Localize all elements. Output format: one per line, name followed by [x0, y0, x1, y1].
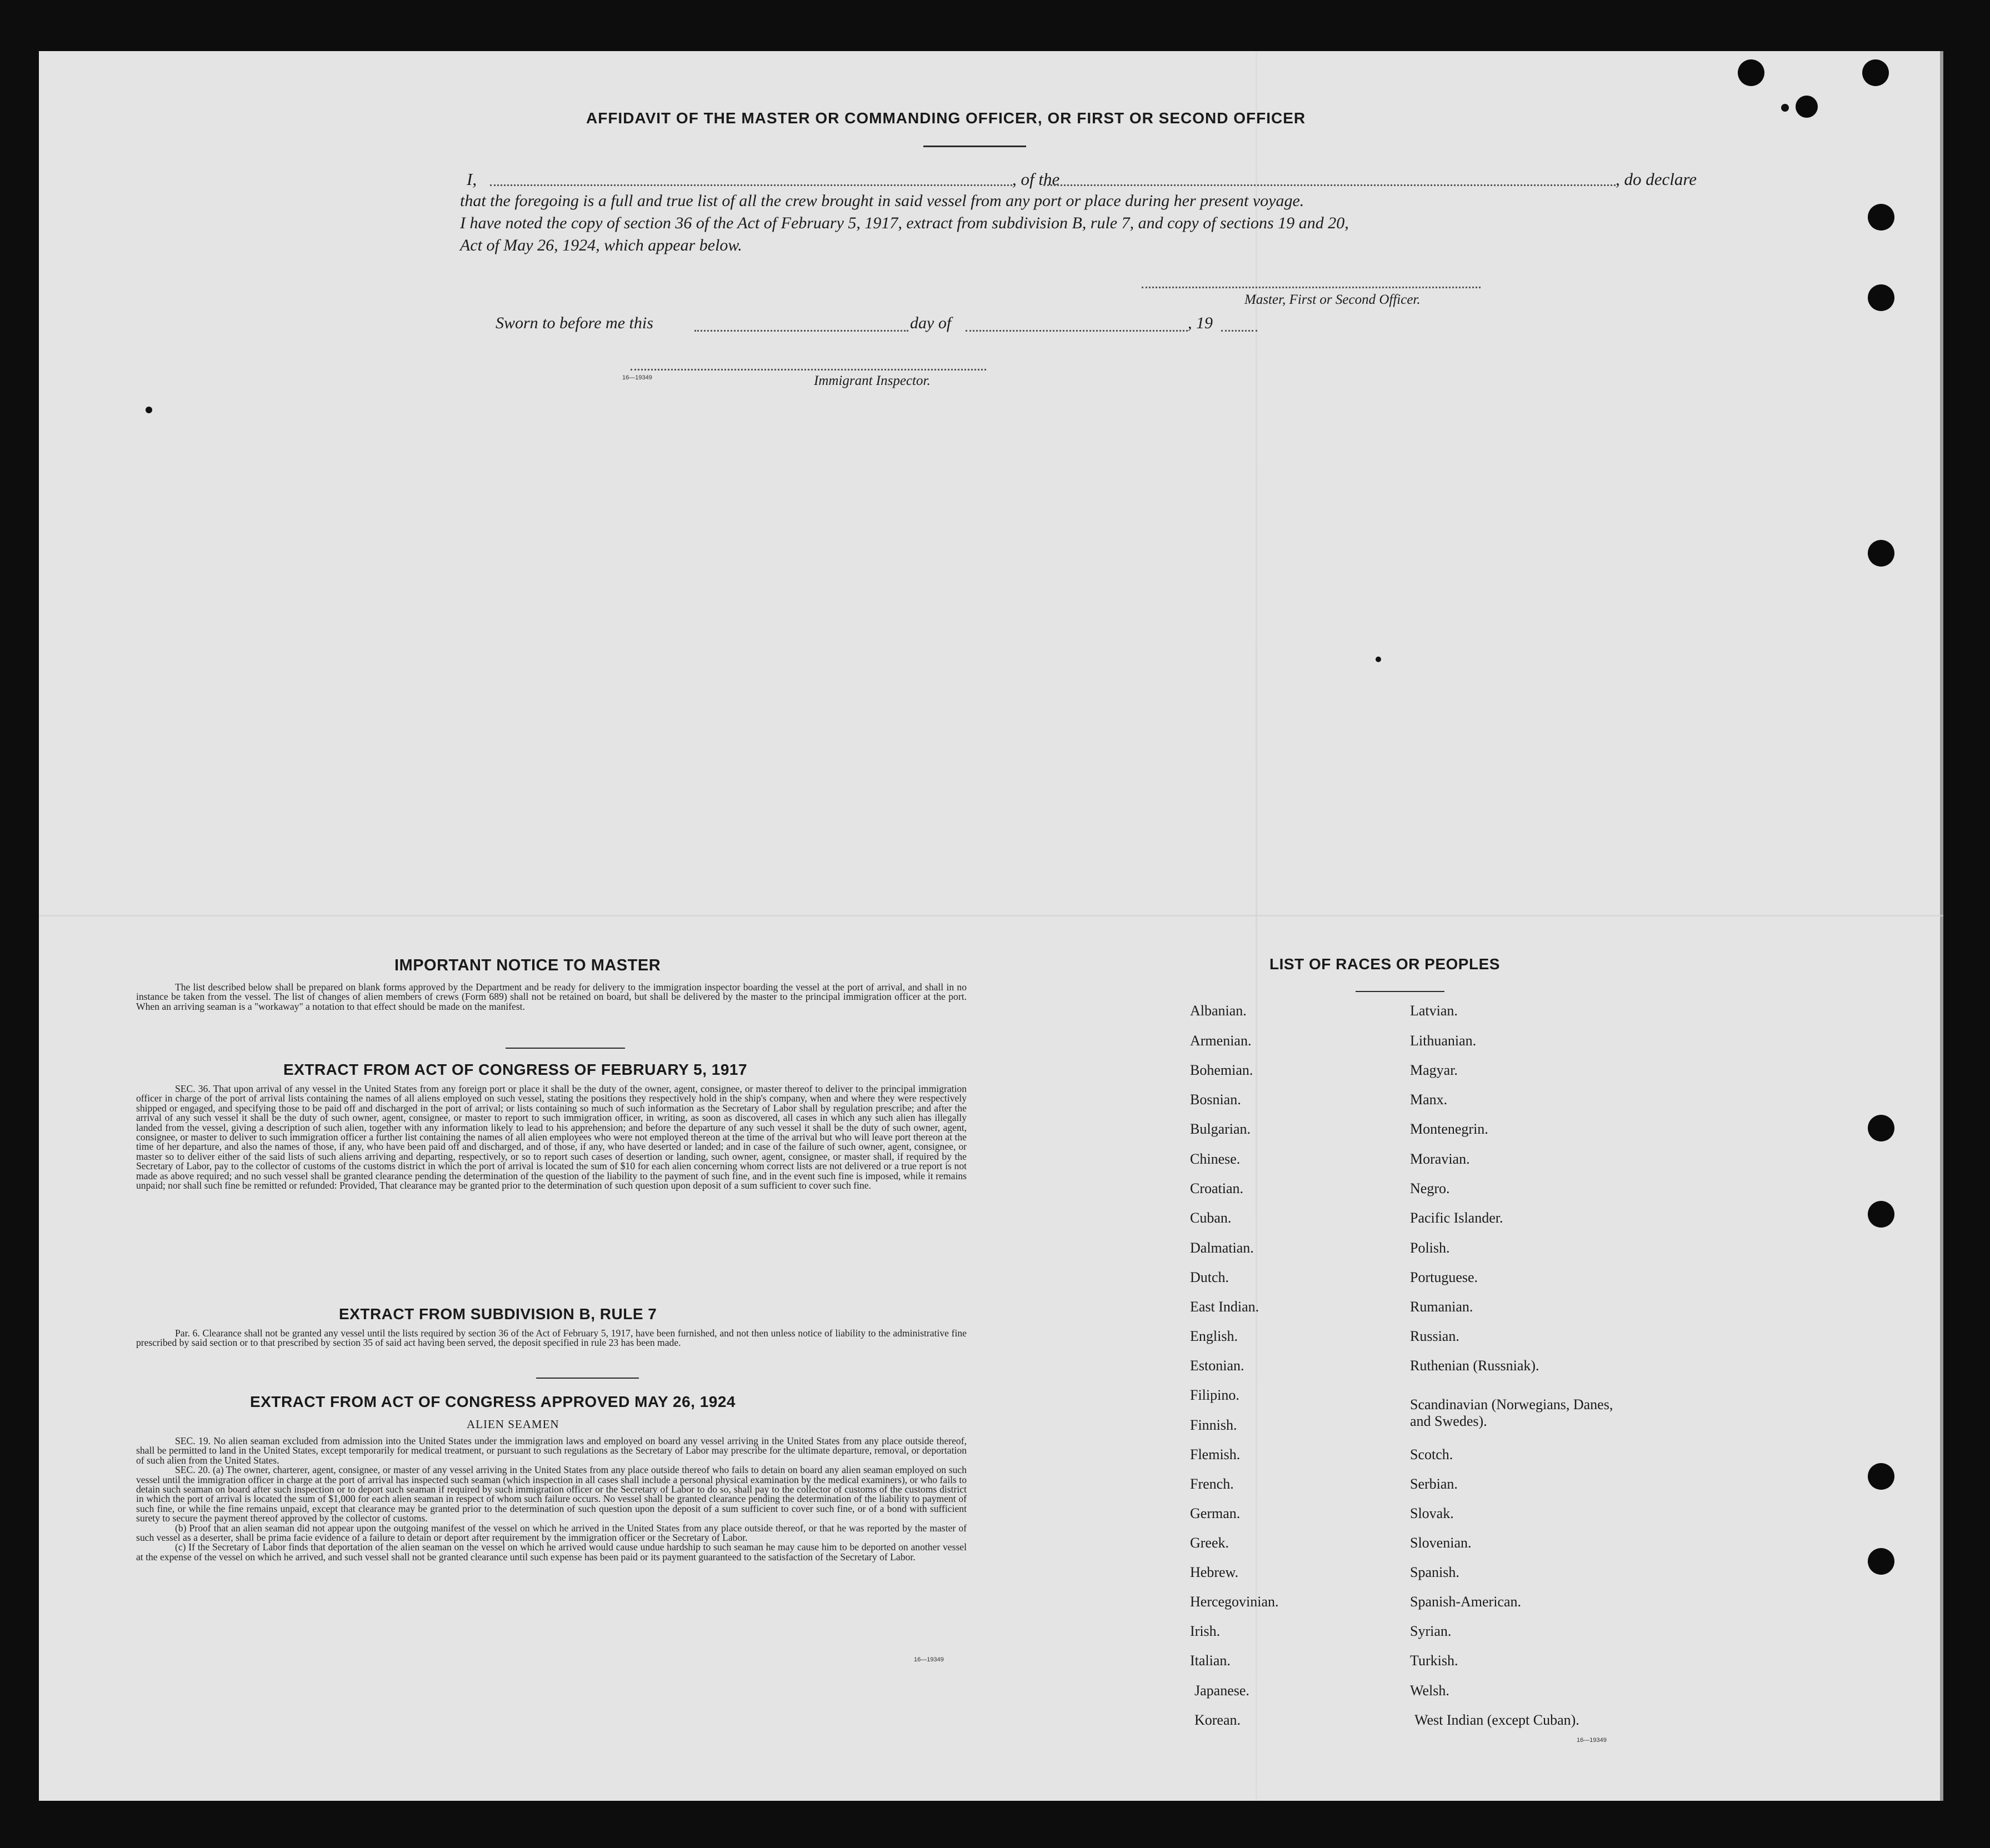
punch-hole [1868, 1115, 1894, 1141]
sworn-day-field[interactable] [694, 330, 908, 332]
fold-crease-horizontal [39, 915, 1943, 917]
par-6-paragraph: Par. 6. Clearance shall not be granted any vessel until the lists required by section 36 of the Act of February 5, 1917, have been furnished, and not then unless notice of liability to the administrative fine prescribed by said section or to that prescribed by section 35 of said act having been served, the deposit specified in rule 23 has been made. [136, 1328, 967, 1349]
notice-title: IMPORTANT NOTICE TO MASTER [394, 956, 661, 974]
race-item: Rumanian. [1410, 1299, 1473, 1315]
race-item: Albanian. [1190, 1003, 1247, 1019]
race-item: Pacific Islander. [1410, 1210, 1503, 1226]
ink-speck [1376, 657, 1381, 662]
extract-1924-title: EXTRACT FROM ACT OF CONGRESS APPROVED MAY 26, 1924 [250, 1393, 736, 1410]
race-item: Croatian. [1190, 1180, 1244, 1196]
affidavit-i-label: I, [467, 169, 477, 189]
race-item: Lithuanian. [1410, 1033, 1477, 1049]
race-item: Finnish. [1190, 1417, 1237, 1433]
affidavit-do-declare-label: , do declare [1616, 169, 1697, 189]
punch-hole [1796, 96, 1818, 118]
race-item: Latvian. [1410, 1003, 1458, 1019]
race-item: Bosnian. [1190, 1091, 1241, 1108]
punch-hole [1868, 204, 1894, 231]
sec-36-paragraph: SEC. 36. That upon arrival of any vessel in the United States from any foreign port or place it shall be the duty of the owner, agent, consignee, or master thereof to deliver to the principal immigration officer in charge of the port of arrival lists containing the names of all aliens employed on such vessel, stating the positions they respectively hold in the ship's company, when and where they were respectively shipped or engaged, and specifying those to be paid off and discharged in the port of arrival; or lists containing so much of such information as the Secretary of Labor shall by regulation prescribe; and after the arrival of any such vessel it shall be the duty of such owner, agent, consignee, or master to report to such immigration officer, in writing, as soon as discovered, all cases in which any such alien has illegally landed from the vessel, giving a description of such alien, together with any information likely to lead to his apprehension; and before the departure of any such vessel it shall be the duty of such owner, agent, consignee, or master to deliver to such immigration officer a further list containing the names of all alien employees who were not employed thereon at the time of the arrival but who will leave port thereon at the time of her departure, and also the names of those, if any, who have been paid off and discharged, and of those, if any, who have deserted or landed; and in case of the failure of such owner, agent, consignee, or master so to deliver either of the said lists of such aliens arriving and departing, respectively, or so to report such cases of desertion or landing, such owner, agent, consignee, or master shall, if required by the Secretary of Labor, pay to the collector of customs of the customs district in which the port of arrival is located the sum of $10 for each alien concerning whom correct lists are not delivered or a true report is not made as above required; and no such vessel shall be granted clearance pending the determination of the question of the liability to the payment of such fine, and in the event such fine is imposed, while it remains unpaid; nor shall such fine be remitted or refunded: Provided, That clearance may be granted prior to the determination of such question upon deposit of a sum sufficient to cover such fine. [136, 1083, 967, 1191]
inspector-label: Immigrant Inspector. [814, 373, 931, 388]
form-number: 16—19349 [914, 1656, 944, 1663]
race-item: Manx. [1410, 1091, 1448, 1108]
punch-hole [1868, 1548, 1894, 1575]
sec-20b-paragraph: (b) Proof that an alien seaman did not appear upon the outgoing manifest of the vessel on which he arrived in the United States from any place outside thereof, or that he was reported by the master of such vessel as a deserter, shall be prima facie evidence of a failure to detain or deport after requirement by the immigration officer or the Secretary of Labor. [136, 1522, 967, 1544]
race-item: Syrian. [1410, 1623, 1452, 1639]
sworn-label: Sworn to before me this [496, 314, 653, 332]
affidavit-title: AFFIDAVIT OF THE MASTER OR COMMANDING OFFICER, OR FIRST OR SECOND OFFICER [586, 109, 1306, 127]
race-item: Russian. [1410, 1328, 1459, 1344]
ink-speck [146, 407, 152, 413]
race-item: Scandinavian (Norwegians, Danes, and Swedes). [1410, 1396, 1613, 1429]
race-item: Japanese. [1194, 1682, 1249, 1699]
race-item: English. [1190, 1328, 1238, 1344]
extract-1917-text [136, 1084, 967, 1190]
form-number: 16—19349 [622, 374, 652, 381]
race-item: German. [1190, 1505, 1241, 1521]
race-item: Spanish-American. [1410, 1594, 1522, 1610]
race-item: Chinese. [1190, 1151, 1241, 1167]
sec-19-paragraph: SEC. 19. No alien seaman excluded from admission into the United States under the immigration laws and employed on board any vessel arriving in the United States from any place outside thereof, shall be permitted to land in the United States, except temporarily for medical treatment, or pursuant to such regulations as the Secretary of Labor may prescribe for the ultimate departure, removal, or deportation of such alien from the United States. [136, 1435, 967, 1466]
form-number: 16—19349 [1577, 1737, 1607, 1744]
extract-1917-title: EXTRACT FROM ACT OF CONGRESS OF FEBRUARY 5, 1917 [283, 1061, 748, 1078]
race-item: Slovak. [1410, 1505, 1454, 1521]
punch-hole [1868, 540, 1894, 567]
extract-rule-7-text [136, 1329, 967, 1348]
divider [536, 1378, 639, 1379]
vessel-name-field[interactable] [1043, 184, 1616, 186]
race-item: Korean. [1194, 1712, 1241, 1728]
extract-1924-text [136, 1436, 967, 1562]
race-item: Montenegrin. [1410, 1121, 1488, 1137]
races-title: LIST OF RACES OR PEOPLES [1269, 955, 1500, 973]
race-item: Spanish. [1410, 1564, 1459, 1580]
race-item: Irish. [1190, 1623, 1221, 1639]
fold-crease-vertical [1256, 51, 1257, 1801]
officer-signature-field[interactable] [1142, 287, 1481, 288]
affidavit-text-line-3: I have noted the copy of section 36 of the Act of February 5, 1917, extract from subdivision B, rule 7, and copy of sections 19 and 20, [460, 214, 1349, 232]
notice-text [136, 983, 967, 1011]
officer-signature-label: Master, First or Second Officer. [1244, 292, 1421, 307]
race-item: Italian. [1190, 1652, 1231, 1669]
punch-hole [1868, 1201, 1894, 1228]
race-item: Greek. [1190, 1535, 1229, 1551]
race-item: East Indian. [1190, 1299, 1259, 1315]
form-sheet [39, 51, 1943, 1801]
divider [1356, 991, 1444, 992]
sec-20c-paragraph: (c) If the Secretary of Labor finds that deportation of the alien seaman on the vessel on which he arrived would cause undue hardship to such seaman he may cause him to be deported on another vessel at the expense of the vessel on which he arrived, and such vessel shall not be granted clearance until such expense has been paid or its payment guaranteed to the satisfaction of the Secretary of Labor. [136, 1541, 967, 1562]
race-item: Turkish. [1410, 1652, 1458, 1669]
ink-speck [1781, 104, 1789, 112]
race-item: French. [1190, 1476, 1234, 1492]
race-item: Hebrew. [1190, 1564, 1239, 1580]
race-item: Bulgarian. [1190, 1121, 1251, 1137]
day-of-label: day of [910, 314, 952, 332]
alien-seamen-subtitle: ALIEN SEAMEN [467, 1418, 559, 1431]
affiant-name-field[interactable] [490, 184, 1012, 186]
race-item: Serbian. [1410, 1476, 1458, 1492]
race-item: Scotch. [1410, 1446, 1453, 1463]
race-item: Bohemian. [1190, 1062, 1253, 1078]
punch-hole [1738, 59, 1764, 86]
race-item: Ruthenian (Russniak). [1410, 1358, 1539, 1374]
race-item: Flemish. [1190, 1446, 1241, 1463]
punch-hole [1862, 59, 1889, 86]
race-item: Hercegovinian. [1190, 1594, 1279, 1610]
race-item: West Indian (except Cuban). [1414, 1712, 1579, 1728]
punch-hole [1868, 1463, 1894, 1490]
race-item: Armenian. [1190, 1033, 1252, 1049]
race-item: Polish. [1410, 1240, 1450, 1256]
notice-paragraph: The list described below shall be prepared on blank forms approved by the Department and be ready for delivery to the immigration inspector boarding the vessel at the port of arrival, and shall in no instance be taken from the vessel. The list of changes of alien members of crews (Form 689) shall not be retained on board, but shall be delivered by the master to the principal immigration officer at the port. When an arriving seaman is a "workaway" a notation to that effect should be made on the manifest. [136, 981, 967, 1012]
race-item: Dalmatian. [1190, 1240, 1254, 1256]
race-item: Welsh. [1410, 1682, 1449, 1699]
race-item: Cuban. [1190, 1210, 1232, 1226]
year-label: , 19 [1188, 314, 1213, 332]
affidavit-text-line-4: Act of May 26, 1924, which appear below. [460, 236, 742, 254]
race-item: Dutch. [1190, 1269, 1229, 1285]
race-item: Estonian. [1190, 1358, 1244, 1374]
divider [506, 1048, 625, 1049]
race-item: Magyar. [1410, 1062, 1458, 1078]
inspector-signature-field[interactable] [631, 369, 986, 370]
sworn-month-field[interactable] [966, 330, 1188, 332]
race-item: Moravian. [1410, 1151, 1470, 1167]
race-item: Negro. [1410, 1180, 1450, 1196]
race-item: Filipino. [1190, 1387, 1239, 1403]
affidavit-text-line-2: that the foregoing is a full and true list of all the crew brought in said vessel from any port or place during her present voyage. [460, 192, 1304, 210]
race-item: Slovenian. [1410, 1535, 1472, 1551]
affidavit-of-the-label: , of the [1012, 169, 1060, 189]
extract-rule-7-title: EXTRACT FROM SUBDIVISION B, RULE 7 [339, 1305, 657, 1323]
sec-20a-paragraph: SEC. 20. (a) The owner, charterer, agent, consignee, or master of any vessel arriving in the United States from any place outside thereof who fails to detain on board any alien seaman employed on such vessel until the immigration officer in charge at the port of arrival has inspected such seaman (which inspection in all cases shall include a personal physical examination by the medical examiners), or who fails to detain such seaman on board after such inspection or to deport such seaman if required by such immigration officer or the Secretary of Labor to do so, shall pay to the collector of customs of the customs district in which the port of arrival is located the sum of $1,000 for each alien seaman in respect of whom such failure occurs. No vessel shall be granted clearance pending the determination of the liability to payment of such fine, or while the fine remains unpaid, except that clearance may be granted prior to the determination of such question upon the deposit of a sum sufficient to cover such fine, or of a bond with sufficient surety to secure the payment thereof approved by the collector of customs. [136, 1464, 967, 1524]
sworn-year-field[interactable] [1221, 330, 1257, 332]
divider [923, 146, 1026, 147]
punch-hole [1868, 284, 1894, 311]
race-item: Portuguese. [1410, 1269, 1478, 1285]
